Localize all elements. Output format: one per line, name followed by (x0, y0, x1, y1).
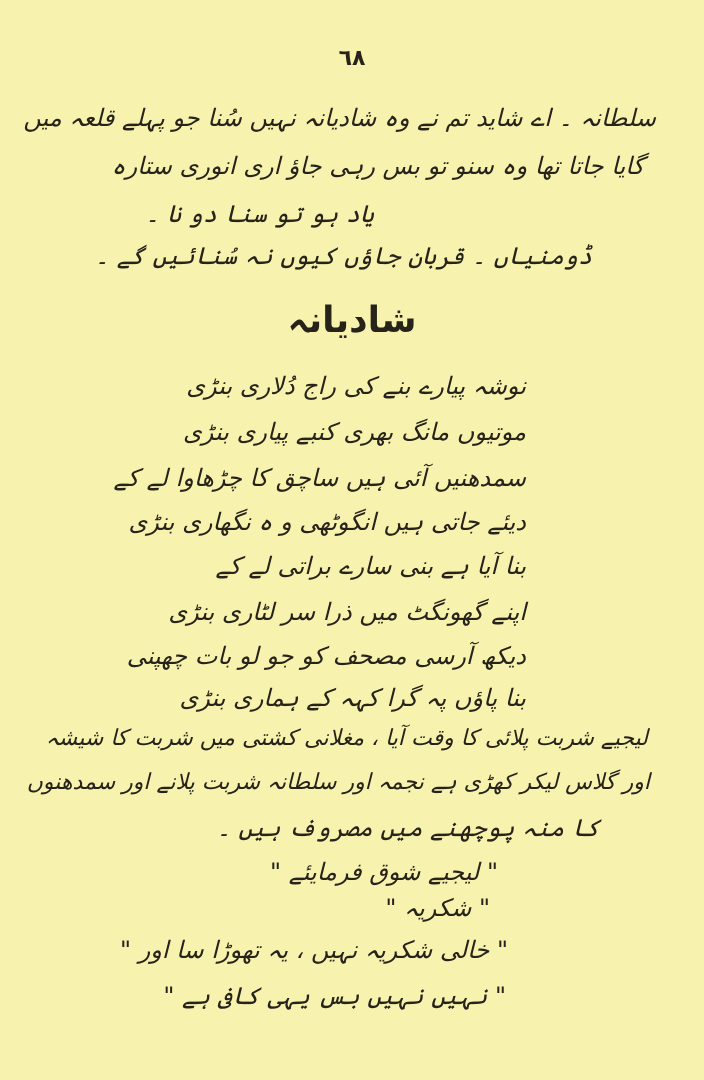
verse-line-8: بنا پاؤں پہ گرا کہہ کے ہماری بنڑی (179, 684, 526, 712)
intro-line-1: سلطانہ ۔ اے شاید تم نے وہ شادیانہ نہیں سُنا جو پہلے قلعہ میں (23, 104, 656, 132)
page-number: ٦٨ (338, 46, 366, 71)
dialogue-line-1: " لیجیے شوق فرمایئے " (270, 858, 498, 886)
narration-line-2: اور گلاس لیکر کھڑی ہے نجمہ اور سلطانہ شربت پلانے اور سمدھنوں (26, 770, 650, 795)
intro-line-2: گایا جاتا تھا وہ سنو تو بس رہی جاؤ اری انوری ستارہ (111, 152, 644, 180)
dialogue-line-4: " نہیں نہیں بس یہی کافی ہے " (163, 982, 506, 1010)
narration-line-3: کا منہ پوچھنے میں مصروف ہیں ۔ (216, 814, 600, 842)
dialogue-line-3: " خالی شکریہ نہیں ، یہ تھوڑا سا اور " (120, 936, 508, 964)
verse-line-6: اپنے گھونگٹ میں ذرا سر لٹاری بنڑی (168, 598, 526, 626)
intro-line-3: یاد ہو تو سنا دو نا ۔ (145, 200, 374, 228)
verse-line-4: دیئے جاتی ہیں انگوٹھی و ہ نگھاری بنڑی (128, 508, 526, 536)
dialogue-line-2: " شکریہ " (385, 894, 490, 922)
narration-line-1: لیجیے شربت پلائی کا وقت آیا ، مغلانی کشتی میں شربت کا شیشہ (45, 726, 648, 751)
verse-line-3: سمدھنیں آئی ہیں ساچق کا چڑھاوا لے کے (113, 464, 526, 492)
verse-line-7: دیکھ آرسی مصحف کو جو لو بات چھپنی (126, 642, 526, 670)
verse-line-5: بنا آیا ہے بنی سارے براتی لے کے (215, 552, 526, 580)
verse-line-2: موتیوں مانگ بھری کنبے پیاری بنڑی (183, 418, 526, 446)
song-title: شادیانہ (287, 300, 417, 341)
verse-line-1: نوشہ پیارے بنے کی راج دُلاری بنڑی (186, 372, 526, 400)
intro-line-4-speaker-dominiyan: ڈومنیاں ۔ قربان جاؤں کیوں نہ سُنائیں گے ۔ (95, 242, 592, 270)
